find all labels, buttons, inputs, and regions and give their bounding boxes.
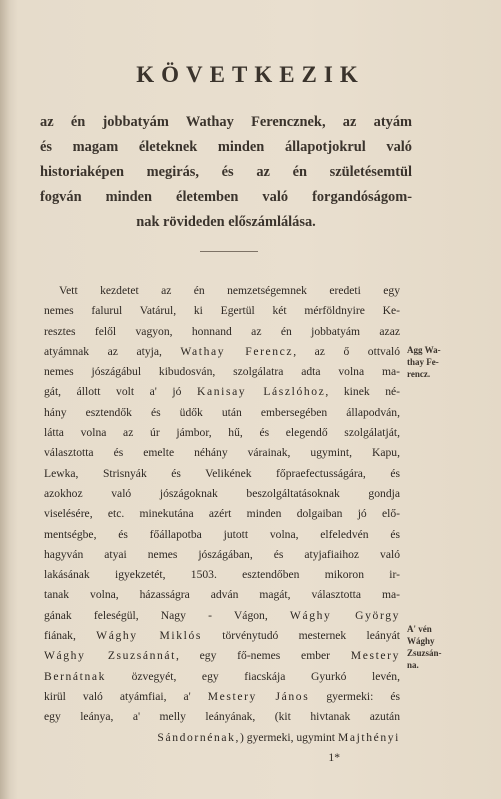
subtitle-block bbox=[40, 110, 412, 235]
spaced-name: Sándornénak, bbox=[157, 730, 241, 744]
spaced-name: Kanisay Lászlóhoz bbox=[197, 385, 326, 399]
subtitle-line: nak rövideden előszámlálása. bbox=[136, 214, 316, 230]
subtitle-line: fogván minden életemben való forgandóságom- bbox=[40, 189, 412, 205]
margin-note-line: Zsuzsán- bbox=[407, 648, 442, 658]
text-segment: egy leánya, a' melly leányának, (kit hivtanak azután bbox=[44, 710, 400, 724]
margin-note bbox=[407, 344, 467, 380]
margin-note bbox=[407, 623, 467, 671]
body-line bbox=[44, 545, 400, 565]
body-line bbox=[44, 707, 400, 727]
text-segment: törvénytudó mesternek leányát bbox=[201, 629, 400, 643]
margin-note-line: rencz. bbox=[407, 369, 431, 379]
text-segment: 1* bbox=[328, 750, 340, 764]
spaced-name: Mestery bbox=[350, 649, 400, 663]
margin-note-line: thay Fe- bbox=[407, 357, 439, 367]
text-segment: mentségbe, és főállapotba jutott volna, elfeledvén és bbox=[44, 527, 400, 541]
text-segment: viselésére, etc. minekutána azért minden dolgaiban jó elő- bbox=[44, 507, 400, 521]
text-segment: , az ő ottvaló bbox=[293, 344, 401, 358]
margin-note-line: na. bbox=[407, 660, 419, 670]
text-segment: választotta és emelte néhány várainak, ugymint, Kapu, bbox=[44, 446, 400, 460]
body-line bbox=[44, 403, 400, 423]
text-segment: gyermeki: és bbox=[309, 689, 400, 703]
body-line bbox=[44, 362, 400, 382]
spaced-name: Bernátnak bbox=[44, 669, 107, 683]
text-segment: özvegyét, egy fiacskája Gyurkó levén, bbox=[106, 669, 400, 683]
body-line bbox=[44, 301, 400, 321]
text-segment: nemes jószágábul kibudosván, szolgálatra adta volna ma- bbox=[44, 365, 400, 379]
spaced-name: Mestery János bbox=[207, 689, 310, 703]
body-line bbox=[44, 342, 400, 362]
body-line bbox=[44, 525, 400, 545]
text-segment: látta volna az úr jámbor, hű, és elegendő szolgálatját, bbox=[44, 426, 400, 440]
body-line bbox=[44, 484, 400, 504]
spaced-name: Majthényi bbox=[337, 730, 400, 744]
text-segment: fiának, bbox=[44, 629, 97, 643]
text-segment: gát, állott volt a' jó bbox=[44, 385, 198, 399]
margin-note-line: Agg Wa- bbox=[407, 345, 441, 355]
subtitle-line: historiaképen megirás, és az én születésemtül bbox=[40, 164, 412, 180]
text-segment: ) gyermeki, ugymint bbox=[240, 730, 338, 744]
text-segment: gának feleségül, Nagy - Vágon, bbox=[44, 608, 290, 622]
text-segment: Lewka, Strisnyák és Velikének főpraefectusságára, és bbox=[44, 466, 400, 480]
spaced-name: Wághy Zsuzsánnát bbox=[44, 649, 176, 663]
subtitle-line: az én jobbatyám Wathay Ferencznek, az atyám bbox=[40, 114, 412, 130]
subtitle-line: és magam életeknek minden állapotjokrul való bbox=[40, 139, 412, 155]
body-line bbox=[44, 626, 400, 646]
text-segment: nemes falurul Vatárul, ki Egertül két mérföldnyire Ke- bbox=[44, 304, 400, 318]
spaced-name: Wathay Ferencz bbox=[180, 344, 294, 358]
body-line bbox=[44, 281, 400, 301]
body-line bbox=[44, 464, 400, 484]
text-segment: , kinek né- bbox=[325, 385, 401, 399]
page-spine-shadow bbox=[0, 0, 10, 799]
body-line bbox=[44, 606, 400, 626]
body-line bbox=[44, 382, 400, 402]
body-line bbox=[44, 728, 400, 748]
body-line bbox=[44, 646, 400, 666]
spaced-name: Wághy Miklós bbox=[96, 629, 202, 643]
spaced-name: Wághy György bbox=[289, 608, 400, 622]
body-line bbox=[44, 504, 400, 524]
section-divider bbox=[200, 251, 258, 252]
text-segment: hagyván atyai nemes jószágában, és atyjafiaihoz való bbox=[44, 547, 400, 561]
margin-note-line: Wághy bbox=[407, 636, 435, 646]
body-text bbox=[44, 281, 400, 768]
text-segment: Vett kezdetet az én nemzetségemnek eredeti egy bbox=[59, 284, 400, 297]
page-heading: KÖVETKEZIK bbox=[136, 62, 365, 87]
text-segment: resztes felől vagyon, honnand az én jobbatyám azaz bbox=[44, 324, 400, 338]
signature-mark bbox=[44, 748, 400, 768]
text-segment: atyámnak az atyja, bbox=[44, 344, 181, 358]
text-segment: hány esztendők és üdők után embersegében állapodván, bbox=[44, 405, 400, 419]
body-line bbox=[44, 565, 400, 585]
body-line bbox=[44, 585, 400, 605]
text-segment: tanak volna, házasságra adván magát, választotta ma- bbox=[44, 588, 400, 602]
margin-note-line: A' vén bbox=[407, 624, 432, 634]
text-segment: azokhoz való jószágoknak beszolgáltatásoknak gondja bbox=[44, 486, 400, 500]
body-line bbox=[44, 443, 400, 463]
body-line bbox=[44, 687, 400, 707]
body-line bbox=[44, 322, 400, 342]
body-line bbox=[44, 667, 400, 687]
body-line bbox=[44, 423, 400, 443]
text-segment: kirül való atyámfiai, a' bbox=[44, 689, 208, 703]
text-segment: , egy fő-nemes ember bbox=[176, 649, 351, 663]
text-segment: lakásának igyekzetét, 1503. esztendőben mikoron ir- bbox=[44, 568, 400, 582]
